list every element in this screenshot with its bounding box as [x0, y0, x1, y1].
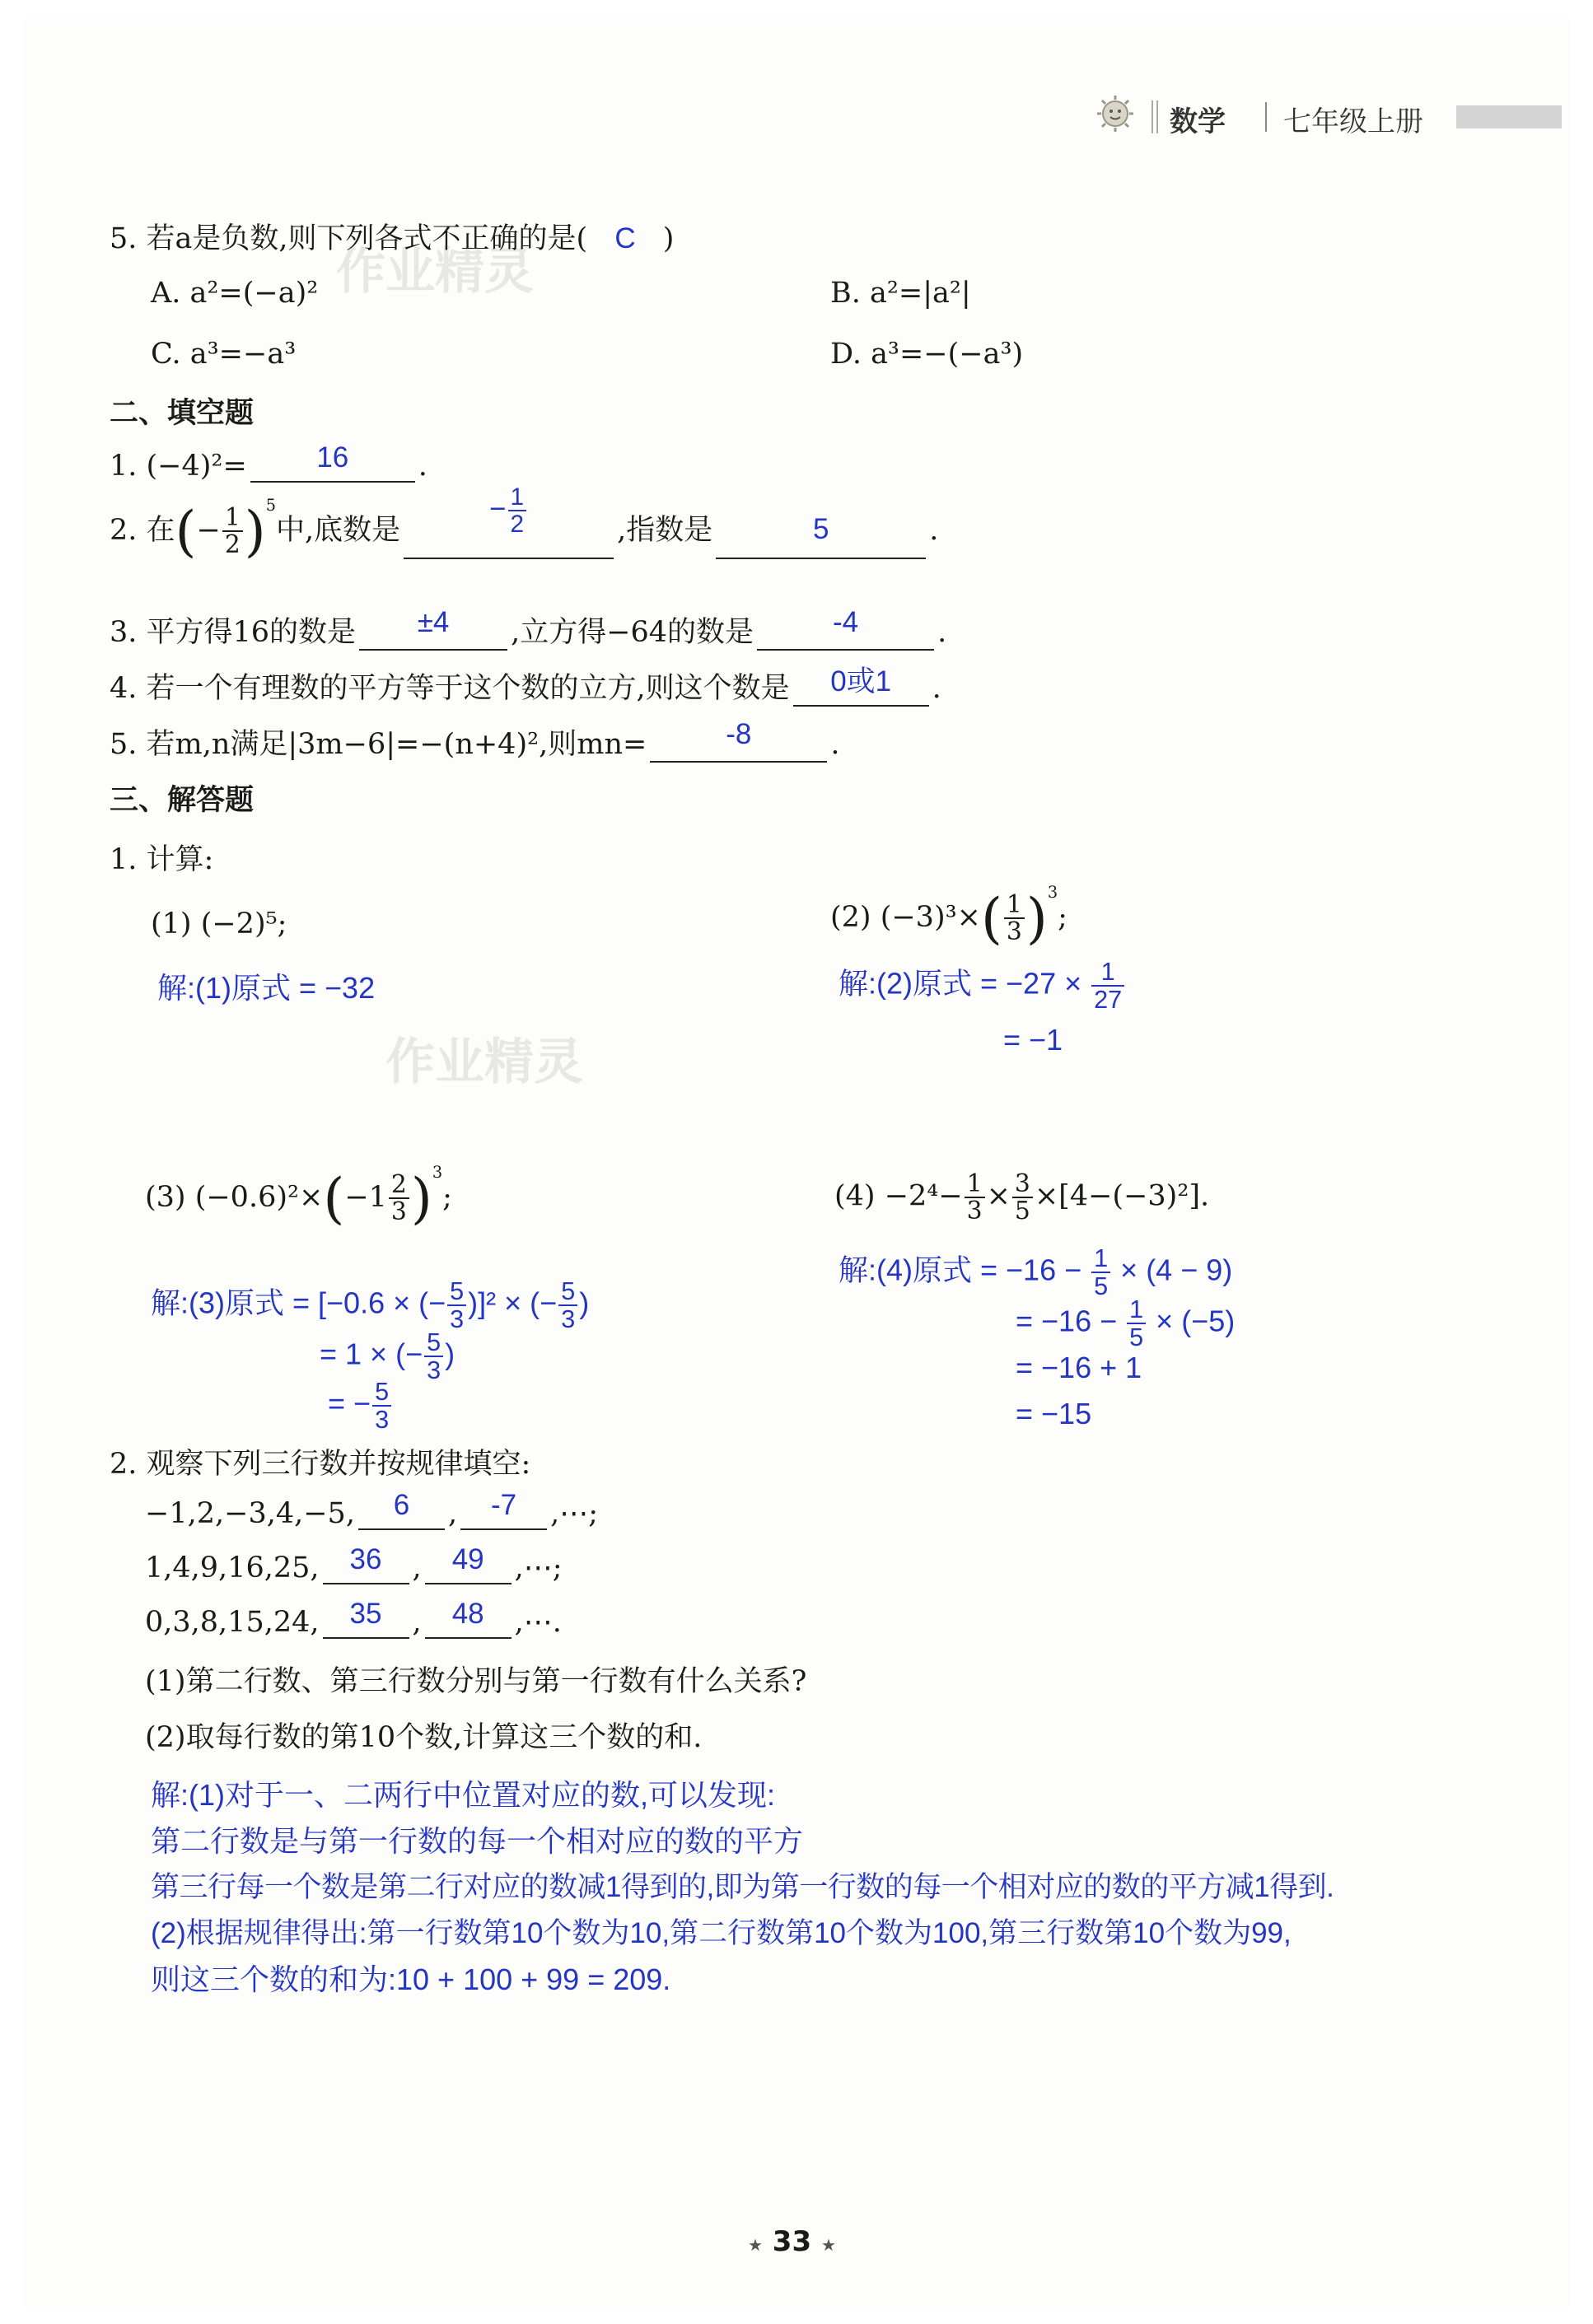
question-label: 3. 平方得16的数是 — [110, 616, 357, 649]
answer-text: 16 — [316, 441, 349, 474]
denominator: 3 — [372, 1405, 391, 1433]
watermark: 作业精灵 — [385, 1034, 583, 1091]
numerator: 5 — [450, 1277, 465, 1305]
answer-text: ±4 — [417, 606, 450, 638]
fraction — [1012, 1171, 1033, 1224]
denominator: 3 — [558, 1304, 577, 1332]
solution-text: 解:(4)原式 = −16 − — [839, 1253, 1082, 1287]
answer-text: -8 — [726, 718, 752, 750]
calc-solution-4-line4: = −15 — [1016, 1397, 1092, 1430]
row-prefix: 0,3,8,15,24, — [145, 1606, 320, 1639]
question-label: 5. 若m,n满足|3m−6|=−(n+4)²,则mn= — [110, 728, 647, 761]
calc-question-2 — [830, 883, 1067, 950]
solution-text: ) — [445, 1337, 455, 1371]
pattern-solution-line: 则这三个数的和为:10 + 100 + 99 = 209. — [151, 1962, 671, 1996]
calc-solution-3-line3 — [328, 1379, 393, 1433]
calc-solution-3-line2 — [320, 1329, 455, 1384]
answer-text: 49 — [451, 1543, 484, 1575]
operator: × — [986, 1179, 1011, 1213]
pattern-row-1: −1,2,−3,4,−5, 6 , -7 ,⋯; — [145, 1489, 599, 1530]
answer-blank — [323, 1598, 409, 1639]
star-icon: ★ — [820, 2235, 836, 2255]
solution-text: = − — [328, 1386, 371, 1421]
answer-blank — [650, 718, 827, 763]
option-c: C. a³=−a³ — [151, 338, 297, 371]
question-close: ) — [662, 222, 675, 255]
solution-text: 解:(3)原式 = [−0.6 × (− — [151, 1286, 446, 1320]
paren: ) — [410, 1166, 432, 1230]
pattern-subquestion-1: (1)第二行数、第三行数分别与第一行数有什么关系? — [145, 1665, 807, 1698]
solution-text: = 1 × (− — [320, 1337, 423, 1371]
option-d: D. a³=−(−a³) — [830, 338, 1024, 371]
question-text: ,立方得−64的数是 — [511, 616, 754, 649]
answer-blank — [359, 606, 507, 651]
exponent: 3 — [1047, 883, 1058, 903]
fraction — [1091, 959, 1124, 1013]
question-label: 2. 在 — [110, 513, 175, 547]
calc-solution-2-line2: = −1 — [1003, 1023, 1063, 1057]
numerator: 1 — [1129, 1295, 1144, 1323]
header-grade: 七年级上册 — [1283, 105, 1423, 138]
denominator: 3 — [447, 1304, 466, 1332]
question-text: (2) (−3)³× — [830, 900, 981, 934]
punct: . — [418, 450, 427, 483]
header-divider — [1265, 102, 1267, 132]
answer-blank — [757, 606, 934, 651]
paren: ) — [244, 499, 266, 563]
calc-title: 1. 计算: — [110, 843, 214, 876]
punct: . — [830, 728, 840, 761]
page — [23, 18, 1570, 2308]
option-a: A. a²=(−a)² — [151, 277, 319, 310]
solution-text: )]² × (− — [468, 1286, 558, 1320]
fraction — [508, 484, 527, 537]
row-suffix: ,⋯. — [514, 1606, 562, 1639]
punct: ; — [442, 1180, 452, 1214]
header-subject: 数学 — [1170, 105, 1226, 138]
numerator: 1 — [510, 483, 525, 511]
numerator: 5 — [375, 1378, 390, 1406]
fraction — [424, 1329, 443, 1384]
option-b: B. a²=|a²| — [830, 277, 971, 310]
answer-sign: − — [489, 492, 507, 525]
answer-blank — [404, 483, 614, 559]
question-text: (4) −2⁴− — [834, 1179, 963, 1213]
calc-solution-3 — [151, 1278, 589, 1332]
pattern-title: 2. 观察下列三行数并按规律填空: — [110, 1448, 531, 1481]
answer-blank — [460, 1489, 547, 1530]
calc-solution-2 — [839, 959, 1126, 1013]
paren: ( — [175, 499, 197, 563]
row-prefix: −1,2,−3,4,−5, — [145, 1497, 355, 1530]
fraction — [222, 505, 243, 558]
pattern-row-2: 1,4,9,16,25, 36 , 49 ,⋯; — [145, 1543, 563, 1584]
exponent: 3 — [432, 1163, 443, 1183]
exponent: 5 — [265, 496, 276, 516]
section-title: 三、解答题 — [110, 784, 255, 817]
section-title: 二、填空题 — [110, 397, 255, 430]
numerator: 1 — [224, 503, 241, 533]
fraction — [447, 1278, 466, 1332]
answer-fraction — [404, 484, 614, 537]
answer-blank — [425, 1543, 512, 1584]
calc-question-1: (1) (−2)⁵; — [151, 908, 287, 940]
answer-text: -7 — [491, 1489, 517, 1521]
question-text: ×[4−(−3)²]. — [1034, 1179, 1210, 1213]
fraction — [389, 1172, 409, 1225]
fraction — [1091, 1245, 1110, 1300]
calc-solution-4 — [839, 1245, 1232, 1300]
calc-solution-4-line2 — [1016, 1296, 1235, 1351]
pattern-row-3: 0,3,8,15,24, 35 , 48 ,⋯. — [145, 1598, 562, 1639]
fraction — [1004, 892, 1025, 945]
header-divider — [1152, 100, 1158, 133]
denominator: 3 — [389, 1197, 409, 1225]
question-text: (3) (−0.6)²× — [145, 1180, 324, 1214]
fraction — [965, 1171, 985, 1224]
numerator: 5 — [427, 1328, 441, 1356]
solution-text: = −16 − — [1016, 1304, 1118, 1338]
answer-blank — [250, 441, 415, 483]
pattern-solution-line: 第二行数是与第一行数的每一个相对应的数的平方 — [151, 1824, 804, 1858]
fill-question-1 — [110, 441, 427, 483]
fraction — [558, 1278, 577, 1332]
numerator: 3 — [1014, 1169, 1030, 1198]
paren: ) — [1025, 886, 1048, 950]
fill-question-4 — [110, 665, 941, 707]
header-logo-icon — [1095, 94, 1135, 141]
answer-text: 35 — [349, 1598, 382, 1630]
calc-solution-1: 解:(1)原式 = −32 — [157, 971, 376, 1005]
calc-question-4 — [834, 1171, 1209, 1224]
numerator: 1 — [966, 1169, 983, 1198]
calc-question-3 — [145, 1163, 452, 1230]
sign: − — [196, 513, 221, 547]
question-stem: 5. 若a是负数,则下列各式不正确的是( — [110, 222, 588, 255]
answer-text: -4 — [833, 606, 859, 638]
row-suffix: ,⋯; — [550, 1497, 599, 1530]
answer-blank — [716, 512, 926, 559]
solution-text: × (4 − 9) — [1120, 1253, 1233, 1287]
question-text: 中,底数是 — [275, 513, 401, 547]
denominator: 5 — [1091, 1272, 1110, 1300]
solution-text: × (−5) — [1156, 1304, 1236, 1338]
question-text: ,指数是 — [617, 513, 713, 547]
numerator: 2 — [390, 1170, 407, 1200]
punct: . — [932, 672, 941, 705]
answer-text: 5 — [813, 512, 829, 545]
solution-line: 解:(2)原式 = −27 × — [839, 966, 1082, 1001]
answer-choice: C — [614, 222, 636, 254]
page-number — [748, 2225, 836, 2258]
numerator: 5 — [561, 1277, 576, 1305]
watermark: 作业精灵 — [336, 243, 534, 301]
row-prefix: 1,4,9,16,25, — [145, 1552, 320, 1584]
numerator: 1 — [1100, 958, 1115, 986]
page-number-text: 33 — [772, 2225, 812, 2258]
answer-blank — [358, 1489, 445, 1530]
calc-solution-4-line3: = −16 + 1 — [1016, 1351, 1142, 1384]
numerator: 1 — [1006, 890, 1022, 920]
answer-blank — [323, 1543, 409, 1584]
numerator: 1 — [1094, 1244, 1109, 1272]
denominator: 27 — [1091, 985, 1124, 1013]
pattern-solution-line: 第三行每一个数是第二行对应的数减1得到的,即为第一行数的每一个相对应的数的平方减1得到. — [151, 1871, 1334, 1903]
denominator: 5 — [1127, 1323, 1146, 1351]
row-suffix: ,⋯; — [514, 1552, 563, 1584]
answer-text: 0或1 — [830, 665, 892, 698]
answer-blank — [425, 1598, 512, 1639]
pattern-solution-line: 解:(1)对于一、二两行中位置对应的数,可以发现: — [151, 1778, 776, 1812]
integer-part: −1 — [344, 1180, 387, 1214]
denominator: 3 — [965, 1197, 985, 1224]
answer-text: 6 — [393, 1489, 410, 1521]
fill-question-2 — [110, 483, 939, 563]
star-icon: ★ — [748, 2235, 763, 2255]
paren: ( — [323, 1166, 345, 1230]
question-label: 1. (−4)²= — [110, 450, 247, 483]
question-label: 4. 若一个有理数的平方等于这个数的立方,则这个数是 — [110, 672, 790, 705]
answer-blank — [793, 665, 929, 707]
fill-question-5 — [110, 718, 840, 763]
denominator: 5 — [1012, 1197, 1033, 1224]
denominator: 2 — [508, 510, 527, 537]
denominator: 2 — [222, 530, 243, 558]
denominator: 3 — [1004, 917, 1025, 945]
paren: ( — [980, 886, 1002, 950]
header-bar — [1456, 105, 1562, 128]
pattern-solution-line: (2)根据规律得出:第一行数第10个数为10,第二行数第10个数为100,第三行数第10个数为99, — [151, 1917, 1292, 1949]
answer-text: 36 — [349, 1543, 382, 1575]
question-mc-5 — [110, 216, 674, 257]
answer-text: 48 — [451, 1598, 484, 1630]
punct: . — [937, 616, 947, 649]
fill-question-3 — [110, 606, 947, 651]
fraction — [1127, 1296, 1146, 1351]
pattern-subquestion-2: (2)取每行数的第10个数,计算这三个数的和. — [145, 1721, 703, 1754]
fraction — [372, 1379, 391, 1433]
punct: . — [929, 513, 939, 547]
punct: ; — [1058, 900, 1067, 934]
denominator: 3 — [424, 1356, 443, 1384]
solution-text: ) — [579, 1286, 590, 1320]
